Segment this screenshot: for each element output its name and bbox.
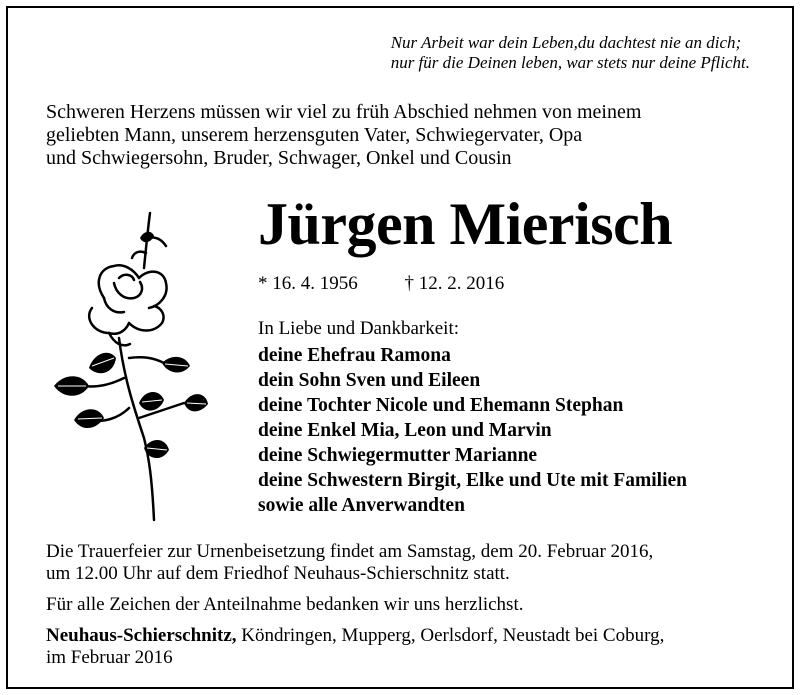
mourners-list bbox=[258, 343, 687, 518]
places-line-1 bbox=[46, 625, 664, 647]
intro-text bbox=[46, 101, 641, 170]
intro-line-1: Schweren Herzens müssen wir viel zu früh Abschied nehmen von meinem bbox=[46, 101, 642, 123]
mourners-heading: In Liebe und Dankbarkeit: bbox=[258, 318, 460, 339]
thanks-text: Für alle Zeichen der Anteilnahme bedanken wir uns herzlichst. bbox=[46, 594, 524, 615]
mourner-line: deine Schwiegermutter Marianne bbox=[258, 445, 538, 466]
places-line-2: im Februar 2016 bbox=[46, 647, 173, 668]
mourner-line: dein Sohn Sven und Eileen bbox=[258, 370, 481, 391]
funeral-line-2: um 12.00 Uhr auf dem Friedhof Neuhaus-Schierschnitz statt. bbox=[46, 563, 510, 584]
death-date: † 12. 2. 2016 bbox=[404, 273, 505, 294]
motto-line-1: Nur Arbeit war dein Leben,du dachtest nie an dich; bbox=[390, 33, 742, 52]
places-and-date bbox=[46, 625, 664, 669]
other-places: Köndringen, Mupperg, Oerlsdorf, Neustadt bei Coburg, bbox=[236, 625, 665, 646]
birth-date: * 16. 4. 1956 bbox=[258, 273, 358, 294]
mourner-line: deine Tochter Nicole und Ehemann Stephan bbox=[258, 395, 624, 416]
intro-line-2: geliebten Mann, unserem herzensguten Vater, Schwiegervater, Opa bbox=[46, 124, 583, 146]
funeral-info bbox=[46, 541, 653, 585]
mourner-line: deine Enkel Mia, Leon und Marvin bbox=[258, 420, 552, 441]
motto-line-2: nur für die Deinen leben, war stets nur deine Pflicht. bbox=[390, 53, 750, 72]
main-place: Neuhaus-Schierschnitz, bbox=[46, 625, 237, 646]
mourner-line: sowie alle Anverwandten bbox=[258, 495, 465, 516]
motto-verse bbox=[391, 33, 750, 73]
rose-icon bbox=[44, 208, 209, 523]
deceased-name: Jürgen Mierisch bbox=[258, 191, 673, 257]
funeral-line-1: Die Trauerfeier zur Urnenbeisetzung findet am Samstag, dem 20. Februar 2016, bbox=[46, 541, 654, 562]
mourner-line: deine Schwestern Birgit, Elke und Ute mit Familien bbox=[258, 470, 687, 491]
intro-line-3: und Schwiegersohn, Bruder, Schwager, Onkel und Cousin bbox=[46, 147, 512, 169]
life-dates bbox=[258, 273, 504, 295]
mourner-line: deine Ehefrau Ramona bbox=[258, 345, 451, 366]
